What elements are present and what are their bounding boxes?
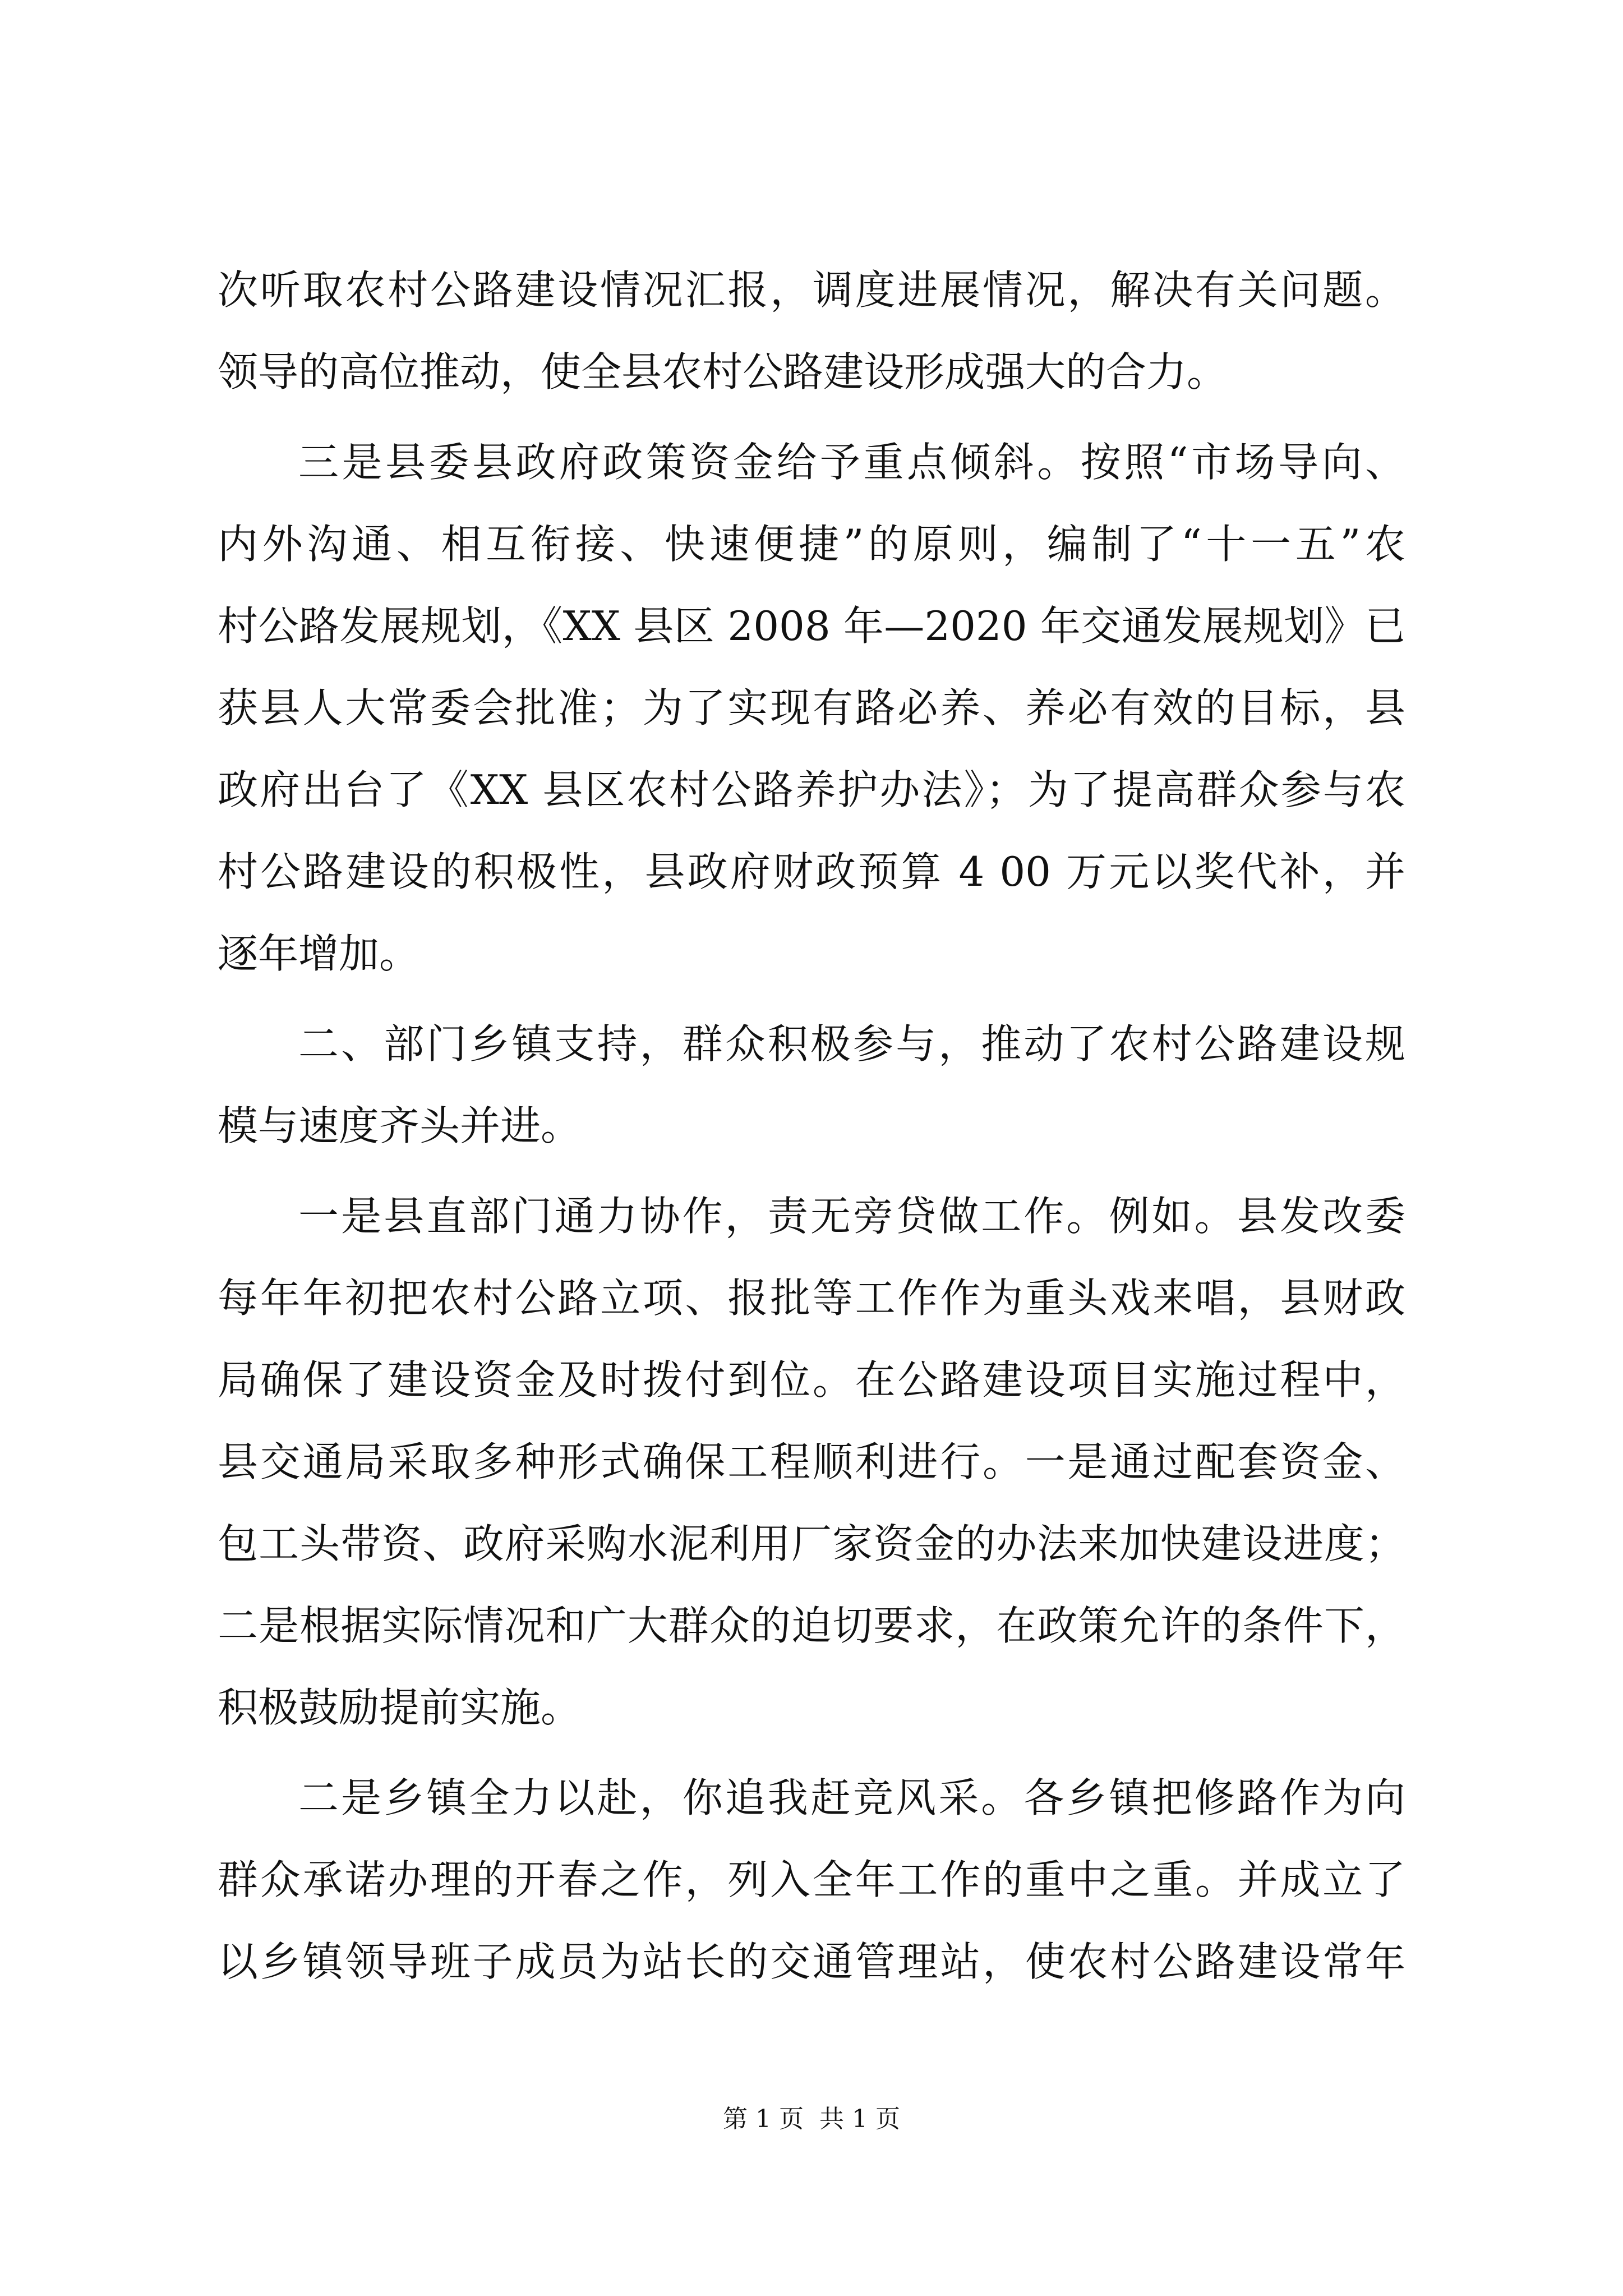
text-line: 二是乡镇全力以赴，你追我赶竞风采。各乡镇把修路作为向	[298, 1774, 1405, 1821]
text-line: 每年年初把农村公路立项、报批等工作作为重头戏来唱，县财政	[218, 1274, 1405, 1322]
paragraph	[218, 421, 1405, 995]
text-line: 村公路建设的积极性，县政府财政预算 4 00 万元以奖代补，并	[218, 848, 1405, 895]
text-line: 一是县直部门通力协作，责无旁贷做工作。例如。县发改委	[298, 1193, 1405, 1240]
text-line: 逐年增加。	[218, 930, 420, 977]
text-line: 包工头带资、政府采购水泥利用厂家资金的办法来加快建设进度；	[218, 1520, 1405, 1567]
paragraph	[218, 1175, 1405, 1749]
text-line: 二、部门乡镇支持，群众积极参与，推动了农村公路建设规	[298, 1020, 1405, 1068]
page-footer-label: 第 1 页 共 1 页	[723, 2105, 900, 2133]
text-line: 局确保了建设资金及时拨付到位。在公路建设项目实施过程中，	[218, 1356, 1405, 1404]
text-line: 三是县委县政府政策资金给予重点倾斜。按照“市场导向、	[298, 439, 1405, 486]
text-line: 政府出台了《XX 县区农村公路养护办法》；为了提高群众参与农	[218, 766, 1405, 813]
text-line: 领导的高位推动，使全县农村公路建设形成强大的合力。	[218, 348, 1228, 395]
text-line: 内外沟通、相互衔接、快速便捷”的原则，编制了“十一五”农	[218, 521, 1405, 568]
paragraph	[218, 249, 1405, 413]
paragraph	[218, 1757, 1405, 2003]
text-line: 积极鼓励提前实施。	[218, 1684, 582, 1731]
text-line: 获县人大常委会批准；为了实现有路必养、养必有效的目标，县	[218, 684, 1405, 731]
text-line: 县交通局采取多种形式确保工程顺利进行。一是通过配套资金、	[218, 1438, 1405, 1485]
text-line: 以乡镇领导班子成员为站长的交通管理站，使农村公路建设常年	[218, 1938, 1405, 1985]
text-line: 二是根据实际情况和广大群众的迫切要求，在政策允许的条件下，	[218, 1602, 1405, 1649]
text-line: 次听取农村公路建设情况汇报，调度进展情况，解决有关问题。	[218, 266, 1405, 314]
text-line: 村公路发展规划，《XX 县区 2008 年—2020 年交通发展规划》已	[218, 602, 1405, 650]
text-line: 模与速度齐头并进。	[218, 1102, 582, 1149]
text-line: 群众承诺办理的开春之作，列入全年工作的重中之重。并成立了	[218, 1856, 1405, 1903]
paragraph	[218, 1003, 1405, 1167]
document-body	[218, 249, 1405, 2003]
